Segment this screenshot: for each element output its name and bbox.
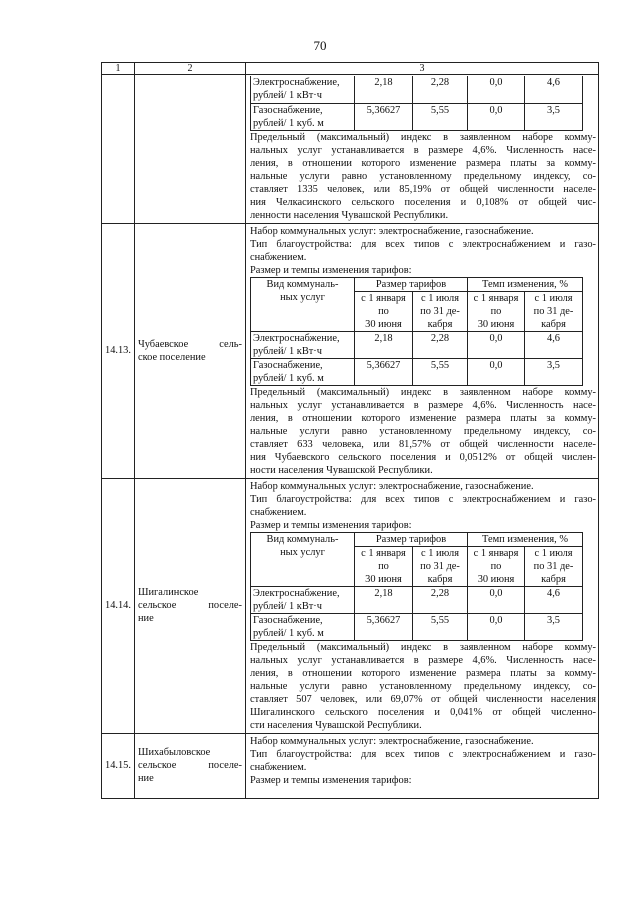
tariff-electric-name: Электроснабжение, рублей/ 1 кВт·ч	[251, 331, 355, 358]
period-2: с 1 июля по 31 де- кабря	[525, 546, 583, 586]
period-2: с 1 июля по 31 де- кабря	[525, 291, 583, 331]
tariff-table	[250, 76, 583, 131]
table-row-14-13	[102, 223, 599, 478]
tariff-electric-value-2: 2,28	[413, 586, 468, 613]
row-number: 14.15.	[102, 733, 135, 798]
index-paragraph	[250, 641, 596, 732]
tariff-kind-header: Вид коммуналь- ных услуг	[251, 277, 355, 331]
tariff-electric-name: Электроснабжение, рублей/ 1 кВт·ч	[251, 76, 355, 103]
row-content	[246, 733, 599, 798]
paragraph-line: ления, в отношении которого изменение размера платы за комму-	[250, 412, 596, 424]
tariff-gas-rate-1: 0,0	[468, 358, 525, 385]
tariff-gas-value-1: 5,36627	[355, 358, 413, 385]
services-intro: Набор коммунальных услуг: электроснабжение, газоснабжение. Тип благоустройства: для всех типов с электроснабжением и газо- снабжением. Размер и темпы изменения тарифов:	[250, 480, 596, 531]
tariff-gas-value-1: 5,36627	[355, 613, 413, 640]
tariff-row-electric	[251, 76, 583, 103]
tariff-gas-rate-2: 3,5	[525, 613, 583, 640]
services-intro: Набор коммунальных услуг: электроснабжение, газоснабжение. Тип благоустройства: для всех типов с электроснабжением и газо- снабжением. Размер и темпы изменения тарифов:	[250, 225, 596, 276]
period-1: с 1 января по 30 июня	[355, 546, 413, 586]
paragraph-line: Предельный (максимальный) индекс в заявленном наборе комму-	[250, 131, 596, 143]
column-header-row	[102, 63, 599, 75]
paragraph-line: нальные услуги равно установленному предельному индексу, со-	[250, 425, 596, 437]
page-number: 70	[313, 38, 327, 53]
tariff-electric-rate-2: 4,6	[525, 331, 583, 358]
paragraph-line: Предельный (максимальный) индекс в заявленном наборе комму-	[250, 641, 596, 653]
period-2: с 1 июля по 31 де- кабря	[413, 546, 468, 586]
paragraph-line: ставляет 633 человека, или 81,57% от общей численности населе-	[250, 438, 596, 450]
tariff-electric-rate-2: 4,6	[525, 76, 583, 103]
period-1: с 1 января по 30 июня	[355, 291, 413, 331]
tariff-electric-rate-1: 0,0	[468, 331, 525, 358]
tariff-gas-value-2: 5,55	[413, 613, 468, 640]
tariff-size-header: Размер тарифов	[355, 277, 468, 291]
tariff-rate-header: Темп изменения, %	[468, 277, 583, 291]
tariff-table	[250, 532, 583, 641]
row-content	[246, 75, 599, 224]
column-header-1: 1	[102, 63, 135, 75]
paragraph-line: ности населения Чувашской Республики.	[250, 464, 433, 476]
tariff-row-gas	[251, 358, 583, 385]
period-2: с 1 июля по 31 де- кабря	[413, 291, 468, 331]
tariff-kind-header: Вид коммуналь- ных услуг	[251, 532, 355, 586]
index-paragraph	[250, 386, 596, 477]
column-header-3: 3	[246, 63, 599, 75]
tariff-gas-rate-2: 3,5	[525, 103, 583, 130]
tariff-table	[250, 277, 583, 386]
tariff-gas-name: Газоснабжение, рублей/ 1 куб. м	[251, 103, 355, 130]
paragraph-line: сти населения Чувашской Республики.	[250, 719, 422, 731]
tariff-gas-rate-2: 3,5	[525, 358, 583, 385]
settlement-name: Шигалинское сельское поселе- ние	[135, 478, 246, 733]
tariff-electric-name: Электроснабжение, рублей/ 1 кВт·ч	[251, 586, 355, 613]
tariff-gas-value-2: 5,55	[413, 103, 468, 130]
row-content	[246, 223, 599, 478]
paragraph-line: нальных услуг устанавливается в размере 4,6%. Численность насе-	[250, 654, 596, 666]
row-number: 14.14.	[102, 478, 135, 733]
tariff-header-row	[251, 277, 583, 291]
tariff-electric-value-1: 2,18	[355, 331, 413, 358]
settlement-name: Чубаевское сель- ское поселение	[135, 223, 246, 478]
tariff-header-row	[251, 532, 583, 546]
paragraph-line: Предельный (максимальный) индекс в заявленном наборе комму-	[250, 386, 596, 398]
tariff-gas-rate-1: 0,0	[468, 613, 525, 640]
period-1: с 1 января по 30 июня	[468, 291, 525, 331]
period-1: с 1 января по 30 июня	[468, 546, 525, 586]
tariff-electric-value-2: 2,28	[413, 76, 468, 103]
tariff-gas-rate-1: 0,0	[468, 103, 525, 130]
settlements-table	[101, 62, 599, 799]
row-number	[102, 75, 135, 224]
row-content	[246, 478, 599, 733]
index-paragraph	[250, 131, 596, 222]
tariff-electric-rate-1: 0,0	[468, 76, 525, 103]
paragraph-line: Шигалинского сельского поселения и 0,041% от общей численно-	[250, 706, 596, 718]
tariff-gas-value-1: 5,36627	[355, 103, 413, 130]
paragraph-line: нальные услуги равно установленному предельному индексу, со-	[250, 680, 596, 692]
tariff-gas-name: Газоснабжение, рублей/ 1 куб. м	[251, 613, 355, 640]
tariff-size-header: Размер тарифов	[355, 532, 468, 546]
paragraph-line: нальных услуг устанавливается в размере 4,6%. Численность насе-	[250, 399, 596, 411]
tariff-electric-value-1: 2,18	[355, 76, 413, 103]
paragraph-line: ления, в отношении которого изменение размера платы за комму-	[250, 157, 596, 169]
services-intro: Набор коммунальных услуг: электроснабжение, газоснабжение. Тип благоустройства: для всех типов с электроснабжением и газо- снабжением. Размер и темпы изменения тарифов:	[250, 735, 596, 786]
table-row-continuation	[102, 75, 599, 224]
paragraph-line: ния Челкасинского сельского поселения и 0,108% от общей чис-	[250, 196, 596, 208]
paragraph-line: ставляет 1335 человек, или 85,19% от общей численности населе-	[250, 183, 596, 195]
paragraph-line: нальных услуг устанавливается в размере 4,6%. Численность насе-	[250, 144, 596, 156]
tariff-row-gas	[251, 613, 583, 640]
settlement-name	[135, 75, 246, 224]
tariff-electric-rate-1: 0,0	[468, 586, 525, 613]
row-number: 14.13.	[102, 223, 135, 478]
tariff-gas-value-2: 5,55	[413, 358, 468, 385]
paragraph-line: нальные услуги равно установленному предельному индексу, со-	[250, 170, 596, 182]
tariff-electric-value-2: 2,28	[413, 331, 468, 358]
table-row-14-14	[102, 478, 599, 733]
tariff-electric-rate-2: 4,6	[525, 586, 583, 613]
settlement-name: Шихабыловское сельское поселе- ние	[135, 733, 246, 798]
table-row-14-15	[102, 733, 599, 798]
paragraph-line: ния Чубаевского сельского поселения и 0,0512% от общей числен-	[250, 451, 596, 463]
paragraph-line: ления, в отношении которого изменение размера платы за комму-	[250, 667, 596, 679]
tariff-rate-header: Темп изменения, %	[468, 532, 583, 546]
paragraph-line: ставляет 507 человек, или 69,07% от общей численности населения	[250, 693, 596, 705]
paragraph-line: ленности населения Чувашской Республики.	[250, 209, 449, 221]
tariff-electric-value-1: 2,18	[355, 586, 413, 613]
tariff-row-electric	[251, 331, 583, 358]
tariff-row-electric	[251, 586, 583, 613]
tariff-row-gas	[251, 103, 583, 130]
tariff-gas-name: Газоснабжение, рублей/ 1 куб. м	[251, 358, 355, 385]
column-header-2: 2	[135, 63, 246, 75]
